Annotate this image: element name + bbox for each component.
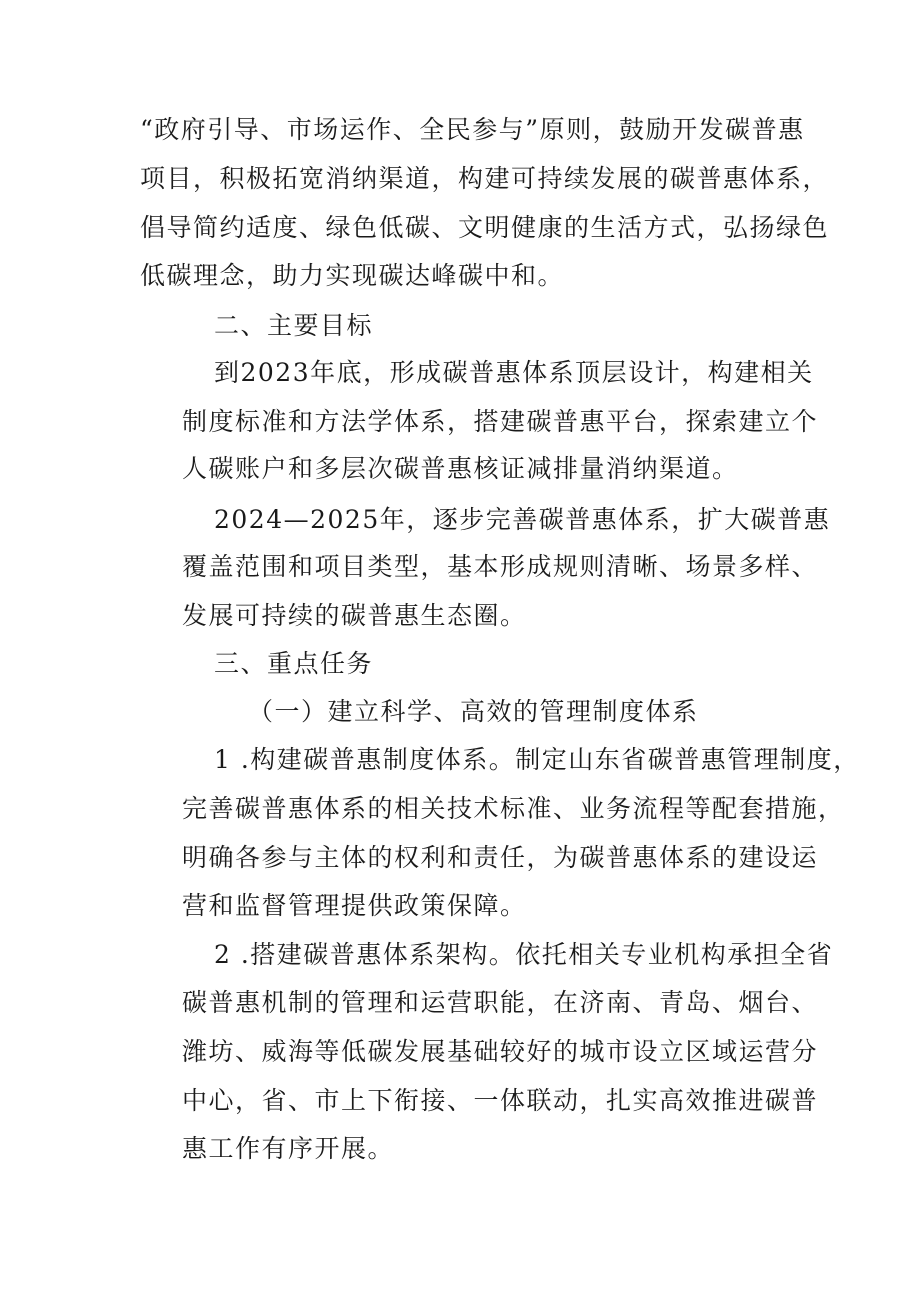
paragraph-task-2-line: 中心，省、市上下衔接、一体联动，扎实高效推进碳普 — [182, 1086, 819, 1115]
paragraph-goal-2023-line: 制度标准和方法学体系，搭建碳普惠平台，探索建立个 — [182, 407, 819, 436]
paragraph-task-1-line: 1 .构建碳普惠制度体系。制定山东省碳普惠管理制度， — [214, 745, 860, 774]
paragraph-intro-line: 倡导简约适度、绿色低碳、文明健康的生活方式，弘扬绿色 — [140, 213, 830, 242]
paragraph-goal-2025-line: 2024—2025年，逐步完善碳普惠体系，扩大碳普惠 — [214, 505, 831, 534]
paragraph-task-2-line: 潍坊、威海等低碳发展基础较好的城市设立区域运营分 — [182, 1037, 819, 1066]
paragraph-task-2-line: 2 .搭建碳普惠体系架构。依托相关专业机构承担全省 — [214, 940, 834, 969]
paragraph-task-1-line: 明确各参与主体的权利和责任，为碳普惠体系的建设运 — [182, 843, 819, 872]
paragraph-goal-2023-line: 人碳账户和多层次碳普惠核证减排量消纳渠道。 — [182, 454, 739, 483]
paragraph-task-1-line: 营和监督管理提供政策保障。 — [182, 891, 527, 920]
section-heading-tasks: 三、重点任务 — [214, 649, 374, 678]
paragraph-intro-line: 项目，积极拓宽消纳渠道，构建可持续发展的碳普惠体系， — [140, 164, 830, 193]
paragraph-goal-2025-line: 发展可持续的碳普惠生态圈。 — [182, 601, 527, 630]
paragraph-intro-line: “政府引导、市场运作、全民参与”原则，鼓励开发碳普惠 — [140, 115, 805, 144]
paragraph-task-2-line: 惠工作有序开展。 — [182, 1134, 395, 1163]
paragraph-intro-line: 低碳理念，助力实现碳达峰碳中和。 — [140, 261, 565, 290]
paragraph-goal-2023-line: 到2023年底，形成碳普惠体系顶层设计，构建相关 — [214, 358, 814, 387]
paragraph-task-1-line: 完善碳普惠体系的相关技术标准、业务流程等配套措施， — [182, 794, 845, 823]
section-heading-goals: 二、主要目标 — [214, 311, 374, 340]
subsection-heading-management-system: （一）建立科学、高效的管理制度体系 — [248, 697, 699, 726]
paragraph-task-2-line: 碳普惠机制的管理和运营职能，在济南、青岛、烟台、 — [182, 988, 819, 1017]
paragraph-goal-2025-line: 覆盖范围和项目类型，基本形成规则清晰、场景多样、 — [182, 552, 819, 581]
